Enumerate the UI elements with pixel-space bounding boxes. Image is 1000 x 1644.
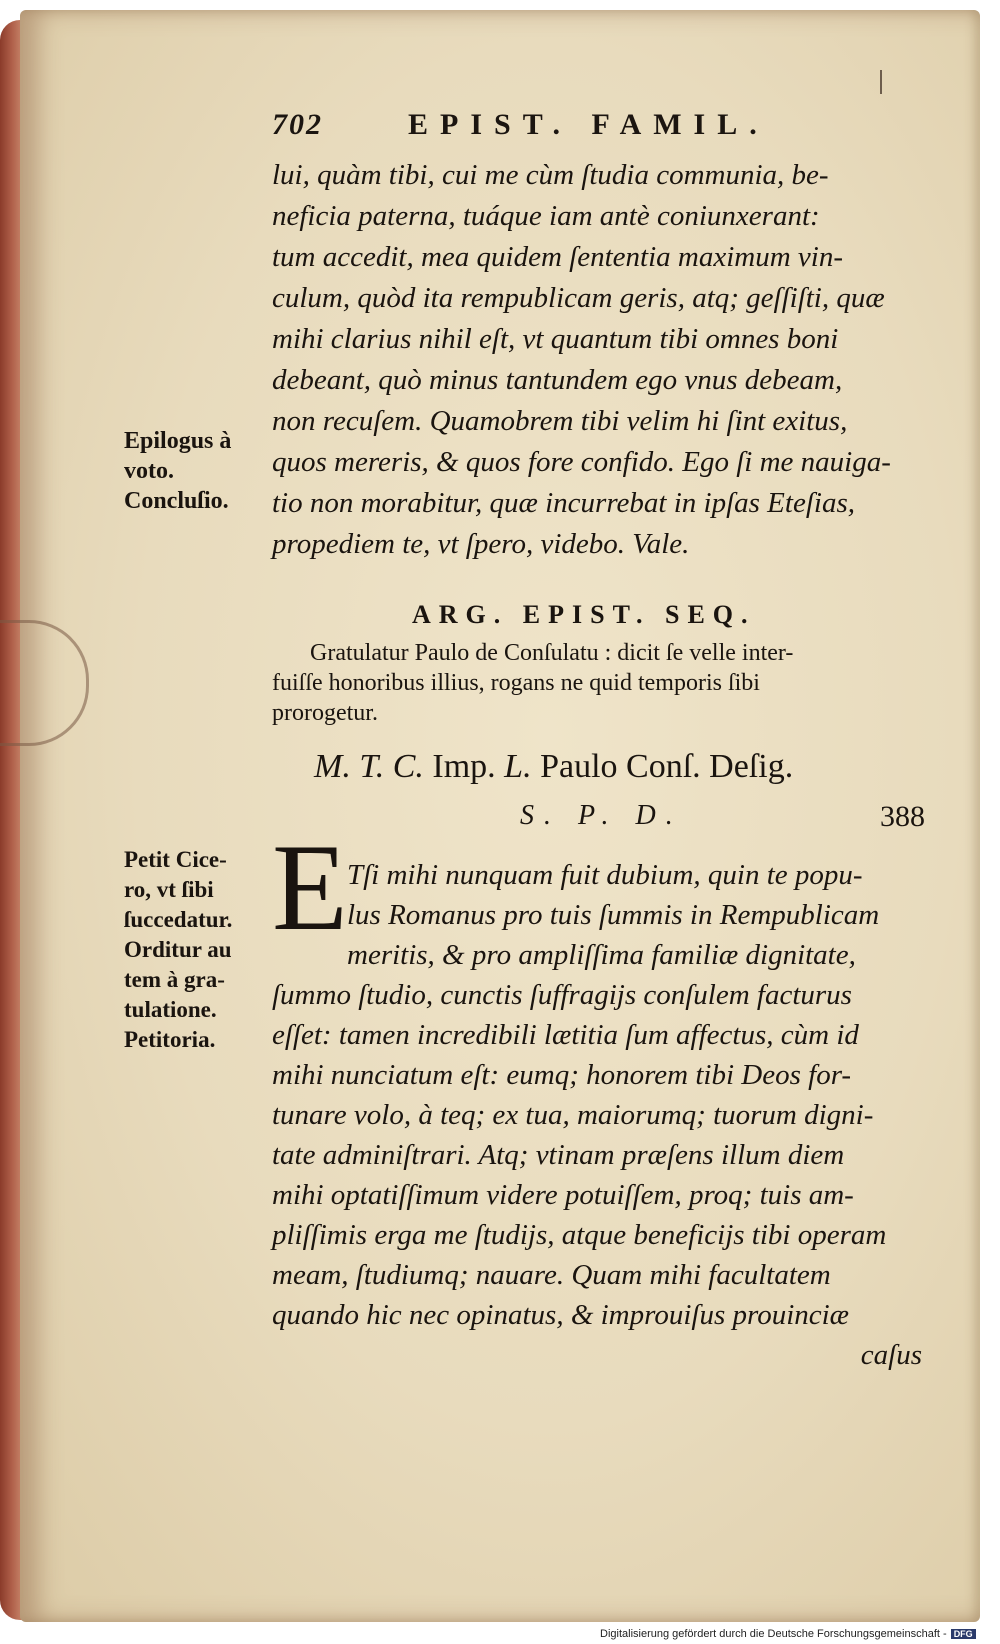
text-line: tum accedit, mea quidem ſententia maximum vin- xyxy=(272,241,843,273)
argument-line: Gratulatur Paulo de Conſulatu : dicit ſe velle inter- xyxy=(310,640,794,666)
address-title: Imp. xyxy=(432,748,496,785)
pen-mark xyxy=(880,70,882,94)
salutation: S. P. D. xyxy=(520,800,683,831)
running-title: EPIST. FAMIL. xyxy=(408,108,769,141)
text-line: meam, ſtudiumq; nauare. Quam mihi facultatem xyxy=(272,1259,831,1291)
digitization-credit xyxy=(600,1628,992,1642)
dfg-logo: DFG xyxy=(951,1629,976,1639)
text-line: eſſet: tamen incredibili lætitia ſum affectus, cùm id xyxy=(272,1019,859,1051)
text-line: tunare volo, à teq; ex tua, maiorumq; tuorum digni- xyxy=(272,1099,874,1131)
argument-line: fuiſſe honoribus illius, rogans ne quid temporis ſibi xyxy=(272,670,760,696)
text-line: mihi clarius nihil eſt, vt quantum tibi omnes boni xyxy=(272,323,839,355)
text-line: lus Romanus pro tuis ſummis in Rempublicam xyxy=(347,899,880,931)
page-number: 702 xyxy=(272,108,323,141)
argument-line: prorogetur. xyxy=(272,700,378,726)
letter-address xyxy=(314,748,793,786)
address-sender: M. T. C. xyxy=(314,748,424,785)
margin-line: ſuccedatur. xyxy=(124,907,233,932)
margin-line: Concluſio. xyxy=(124,488,229,514)
page-header xyxy=(272,108,832,148)
letter-ending-text xyxy=(272,155,932,565)
text-line: tate adminiſtrari. Atq; vtinam præſens illum diem xyxy=(272,1139,845,1171)
text-line: culum, quòd ita rempublicam geris, atq; geſſiſti, quæ xyxy=(272,282,885,314)
margin-line: Petitoria. xyxy=(124,1027,216,1052)
text-line: lui, quàm tibi, cui me cùm ſtudia communia, be- xyxy=(272,159,829,191)
text-line: quos mereris, & quos fore confido. Ego ſi me nauiga- xyxy=(272,446,891,478)
text-line: meritis, & pro ampliſſima familiæ dignitate, xyxy=(347,939,856,971)
text-line: mihi optatiſſimum videre potuiſſem, proq; tuis am- xyxy=(272,1179,854,1211)
margin-line: Orditur au xyxy=(124,937,232,962)
credit-text: Digitalisierung gefördert durch die Deutsche Forschungsgemeinschaft - xyxy=(600,1628,947,1640)
address-praenomen: L. xyxy=(504,748,532,785)
letter-body-text xyxy=(272,855,932,1375)
text-line: non recuſem. Quamobrem tibi velim hi ſint exitus, xyxy=(272,405,848,437)
text-line: mihi nunciatum eſt: eumq; honorem tibi Deos for- xyxy=(272,1059,852,1091)
text-line: quando hic nec opinatus, & improuiſus prouinciæ xyxy=(272,1299,850,1331)
margin-line: Epilogus à xyxy=(124,428,232,454)
text-line: debeant, quò minus tantundem ego vnus debeam, xyxy=(272,364,843,396)
margin-line: tem à gra- xyxy=(124,967,225,992)
margin-line: Petit Cice- xyxy=(124,847,227,872)
address-recipient: Paulo Conſ. Deſig. xyxy=(540,748,794,785)
text-line: propediem te, vt ſpero, videbo. Vale. xyxy=(272,528,690,560)
text-line: Tſi mihi nunquam fuit dubium, quin te popu- xyxy=(347,859,863,891)
marginal-note xyxy=(124,426,274,516)
margin-line: tulatione. xyxy=(124,997,217,1022)
margin-line: voto. xyxy=(124,458,174,484)
text-line: pliſſimis erga me ſtudijs, atque beneficijs tibi operam xyxy=(272,1219,887,1251)
drop-capital: E xyxy=(272,819,348,956)
text-line: ſummo ſtudio, cunctis ſuffragijs conſulem facturus xyxy=(272,979,852,1011)
margin-line: ro, vt ſibi xyxy=(124,877,214,902)
text-line: tio non morabitur, quæ incurrebat in ipſas Eteſias, xyxy=(272,487,855,519)
catchword: caſus xyxy=(860,1339,922,1371)
argument-summary xyxy=(272,638,932,728)
ink-circle-mark xyxy=(0,620,89,746)
argument-heading: ARG. EPIST. SEQ. xyxy=(412,600,756,629)
text-line: neficia paterna, tuáque iam antè coniunxerant: xyxy=(272,200,820,232)
handwritten-folio-number: 388 xyxy=(880,800,925,833)
marginal-note xyxy=(124,845,274,1055)
